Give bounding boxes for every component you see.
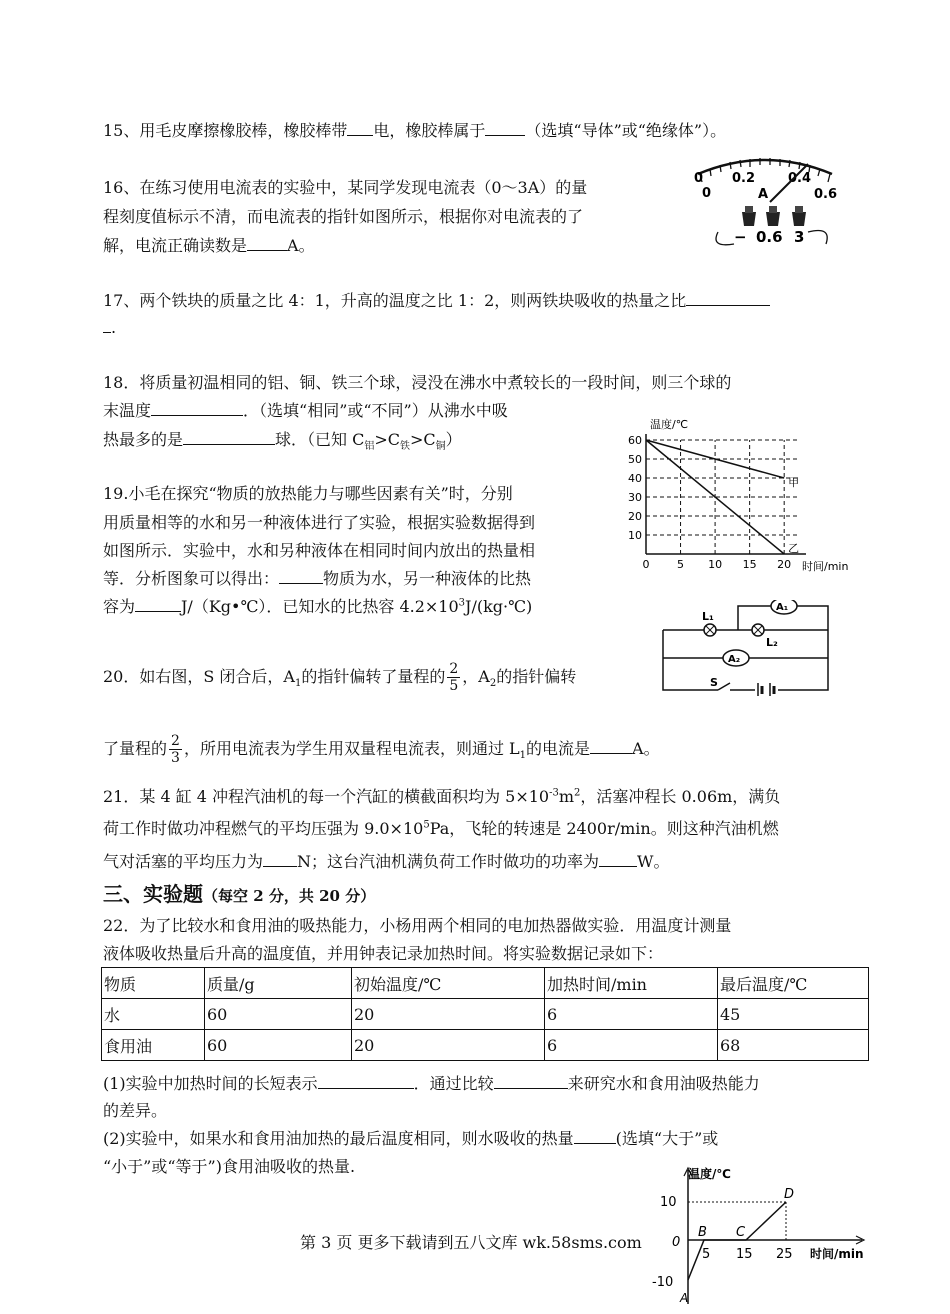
graph-x-tick-5: 5 [702,1247,711,1262]
graph-x-label: 时间/min [810,1247,864,1261]
answer-blank[interactable] [151,399,243,416]
table-cell: 6 [545,1030,718,1061]
label-L2: L₂ [766,636,778,649]
fraction-2-3: $\frac{2}{3}$ [171,733,180,766]
answer-blank[interactable] [183,428,275,445]
answer-blank[interactable] [485,119,525,136]
dial-label-0-6: 0.6 [814,187,838,202]
terminal-minus: − [734,228,747,246]
wire-right [808,231,827,245]
answer-blank[interactable] [494,1072,568,1089]
answer-blank[interactable] [347,119,373,136]
question-17: 17、两个铁块的质量之比 4：1，升高的温度之比 1：2，则两铁块吸收的热量之比 [103,288,770,311]
terminal-3: 3 [794,228,805,246]
lamp-L1-icon [704,624,716,636]
question-16-line2: 程刻度值标示不清，而电流表的指针如图所示，根据你对电流表的了 [103,207,584,226]
battery-icon [758,683,774,696]
chart-tick-labels [628,434,791,571]
terminal-0-6: 0.6 [756,228,783,246]
table-header-cell: 质量/g [205,968,352,999]
label-L1: L₁ [702,610,714,623]
dial-label-0-2: 0.2 [732,171,756,186]
x-tick-label: 0 [642,558,650,571]
question-22-line1: 22．为了比较水和食用油的吸热能力，小杨用两个相同的电加热器做实验．用温度计测量 [103,916,732,935]
question-19-line5: 容为 J/（Kg•℃）．已知水的比热容 $4.2\times 10^3J/(kg\cdot℃)$ [103,597,533,616]
table-cell: 食用油 [102,1030,205,1061]
circuit-diagram [660,600,840,696]
answer-blank[interactable] [686,289,770,306]
table-cell: 60 [205,999,352,1030]
dial-arc [698,160,832,174]
label-A1: A₁ [776,602,789,613]
graph-point-D: D [784,1187,795,1202]
question-22-part1: (1)实验中加热时间的长短表示 ．通过比较 来研究水和食用油吸热能力 [103,1074,760,1093]
lamp-L2-icon [752,624,764,636]
y-tick-label: 50 [628,453,642,466]
temperature-time-graph [650,1164,872,1310]
section-note: （每空 2 分，共 20 分） [203,887,376,905]
dial-label-0-4: 0.4 [788,171,812,186]
table-cell: 20 [352,1030,545,1061]
graph-point-A: A [680,1291,689,1305]
table-cell: 水 [102,999,205,1030]
question-22-part1-cont: 的差异。 [103,1101,168,1120]
x-tick-label: 20 [777,558,792,571]
table-header-cell: 初始温度/℃ [352,968,545,999]
table-header-cell: 物质 [102,968,205,999]
question-19-line2: 用质量相等的水和另一种液体进行了实验，根据实验数据得到 [103,513,536,532]
question-19-line4: 等．分析图象可以得出： 物质为水，另一种液体的比热 [103,569,532,588]
question-20-line2: 了量程的 $\frac{2}{3}$ ，所用电流表为学生用双量程电流表，则通过 $L_1$的电流是 A。 [103,733,660,766]
question-21-line3: 气对活塞的平均压力为 N；这台汽油机满负荷工作时做功的功率为 W。 [103,852,670,871]
chart-x-axis-label: 时间/min [802,560,849,573]
table-header-cell: 加热时间/min [545,968,718,999]
question-19-line1: 19.小毛在探究“物质的放热能力与哪些因素有关”时，分别 [103,484,513,503]
graph-y-tick-neg10: -10 [652,1275,674,1290]
cooling-line-chart [622,414,862,574]
graph-heating-curve [688,1202,786,1280]
wire-left [716,232,734,245]
y-tick-label: 30 [628,491,642,504]
circuit-wires [663,606,828,690]
table-cell: 6 [545,999,718,1030]
y-tick-label: 20 [628,510,642,523]
question-18-line1: 18．将质量初温相同的铝、铜、铁三个球，浸没在沸水中煮较长的一段时间，则三个球的 [103,373,732,392]
y-tick-label: 60 [628,434,642,447]
table-cell: 20 [352,999,545,1030]
fraction-2-5: $\frac{2}{5}$ [449,661,459,694]
y-tick-label: 40 [628,472,642,485]
question-22-part2: (2)实验中，如果水和食用油加热的最后温度相同，则水吸收的热量 (选填“大于”或 [103,1129,719,1148]
question-16-line1: 16、在练习使用电流表的实验中，某同学发现电流表（0～3A）的量 [103,178,588,197]
question-19-line3: 如图所示．实验中，水和另种液体在相同时间内放出的热量相 [103,541,536,560]
table-row [102,1030,869,1061]
table-row [102,999,869,1030]
table-header-cell: 最后温度/℃ [718,968,869,999]
label-A2: A₂ [728,654,741,665]
graph-x-tick-25: 25 [776,1247,793,1262]
answer-blank[interactable] [263,850,297,867]
chart-y-axis-label: 温度/℃ [650,418,689,431]
graph-x-tick-15: 15 [736,1247,753,1262]
series-label-1: 甲 [788,476,800,489]
table-header-row [102,968,869,999]
answer-blank-cont [103,316,111,333]
graph-point-C: C [736,1225,746,1240]
switch-icon [718,683,730,690]
question-20-line1: 20．如右图，S 闭合后，$A_1$的指针偏转了量程的 $\frac{2}{5}$ ，$A_2$的指针偏转 [103,661,577,694]
question-18-line2: 末温度 ．（选填“相同”或“不同”）从沸水中吸 [103,401,508,420]
answer-blank[interactable] [318,1072,414,1089]
label-S: S [710,676,718,689]
question-16-line3: 解，电流正确读数是 A。 [103,236,315,255]
dial-label-0-low: 0 [702,186,712,201]
page-footer: 第 3 页 更多下载请到五八文库 wk.58sms.com [300,1233,642,1252]
y-tick-label: 10 [628,529,642,542]
table-cell: 45 [718,999,869,1030]
question-22-part2-cont: “小于”或“等于”)食用油吸收的热量. [103,1157,356,1176]
chart-grid [646,440,798,554]
dial-label-0: 0 [694,171,704,186]
question-21-line1: 21．某 4 缸 4 冲程汽油机的每一个汽缸的横截面积均为 $5\times 10^{-3}m^2$，活塞冲程长 0.06m，满负 [103,787,781,806]
table-cell: 68 [718,1030,869,1061]
ammeter-dial-figure [690,152,840,252]
question-17-end: . [103,316,116,337]
section-title: 三、实验题 [103,882,203,906]
data-table [101,967,869,1061]
series-label-2: 乙 [788,542,800,555]
x-tick-label: 5 [677,558,685,571]
x-tick-label: 10 [708,558,723,571]
question-22-line2: 液体吸收热量后升高的温度值，并用钟表记录加热时间。将实验数据记录如下： [103,944,664,963]
graph-point-B: B [698,1225,707,1240]
question-21-line2: 荷工作时做功冲程燃气的平均压强为 $9.0\times 10^5Pa$，飞轮的转速是 2400r/min。则这种汽油机燃 [103,819,779,838]
question-15: 15、用毛皮摩擦橡胶棒，橡胶棒带 电，橡胶棒属于 （选填“导体”或“绝缘体”）。 [103,121,727,140]
section-3-heading [103,878,375,907]
table-cell: 60 [205,1030,352,1061]
answer-blank[interactable] [574,1127,616,1144]
answer-blank[interactable] [279,567,323,584]
answer-blank[interactable] [590,737,632,754]
x-tick-label: 15 [742,558,757,571]
graph-origin: 0 [672,1235,681,1250]
answer-blank[interactable] [135,595,181,612]
chart-axes [646,434,806,554]
answer-blank[interactable] [247,234,287,251]
terminal-posts [742,206,806,226]
graph-y-tick-10: 10 [660,1195,677,1210]
question-18-line3: 热最多的是 球．（已知 $C_铝>C_铁>C_铜$） [103,430,462,453]
dial-unit-A: A [758,187,769,202]
graph-y-label: 温度/℃ [688,1167,731,1181]
answer-blank[interactable] [599,850,637,867]
